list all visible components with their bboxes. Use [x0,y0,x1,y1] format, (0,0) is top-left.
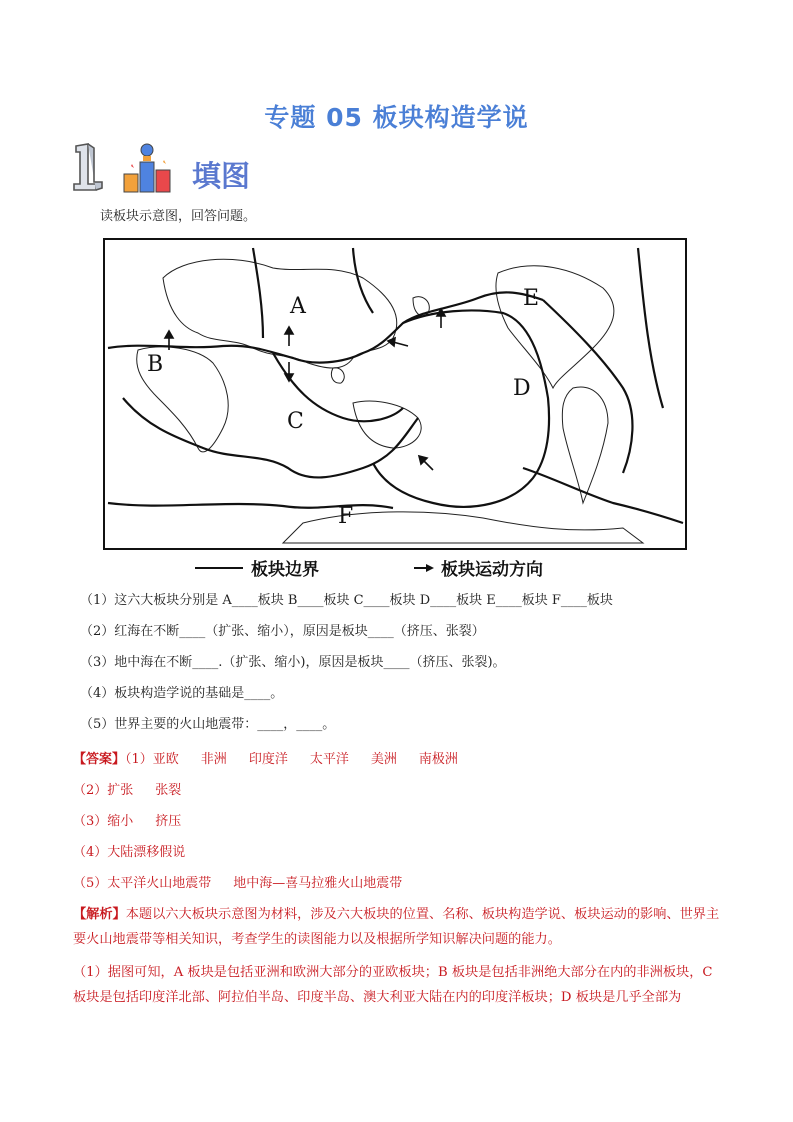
question-2: （2）红海在不断____（扩张、缩小），原因是板块____（挤压、张裂） [80,624,485,639]
legend-direction [413,555,543,580]
answer-line-5: （5）太平洋火山地震带 地中海—喜马拉雅火山地震带 [73,876,403,891]
legend-boundary-label: 板块边界 [251,560,319,580]
question-3: （3）地中海在不断____.（扩张、缩小)，原因是板块____（挤压、张裂)。 [80,655,506,670]
legend-boundary [195,555,319,580]
plate-label-e: E [523,286,540,311]
question-5: （5）世界主要的火山地震带：____，____。 [80,717,336,732]
numeral-one-icon [70,140,114,192]
plate-label-d: D [513,376,531,401]
boundary-line-icon [195,567,243,569]
analysis-paragraph-1: 【解析】本题以六大板块示意图为材料，涉及六大板块的位置、名称、板块构造学说、板块运动的影响、世界主要火山地震带等相关知识，考查学生的读图能力以及根据所学知识解决问题的能力。 [73,907,720,947]
answer-line-1: 【答案】（1）亚欧 非洲 印度洋 太平洋 美洲 南极洲 [73,752,458,767]
analysis-paragraph-2: （1）据图可知，A 板块是包括亚洲和欧洲大部分的亚欧板块；B 板块是包括非洲绝大部分在内的非洲板块，C 板块是包括印度洋北部、阿拉伯半岛、印度半岛、澳大利亚大陆在内的印度洋板块；D 板块是几乎全部为 [73,965,713,1005]
section-heading [70,140,470,196]
plate-label-f: F [338,504,354,529]
plate-label-a: A [290,294,306,319]
podium-icon [122,142,186,194]
map-legend [195,555,615,581]
analysis-tag: 【解析】 [73,907,126,922]
section-label: 填图 [192,159,251,193]
question-4: （4）板块构造学说的基础是____。 [80,686,284,701]
plate-label-b: B [147,352,164,377]
answer-line-2: （2）扩张 张裂 [73,783,182,798]
plate-map [103,238,687,550]
answer-line-3: （3）缩小 挤压 [73,814,182,829]
intro-text: 读板块示意图，回答问题。 [100,209,257,224]
plate-map-svg [103,238,687,550]
answer-line-4: （4）大陆漂移假说 [73,845,186,860]
question-1: （1）这六大板块分别是 A____板块 B____板块 C____板块 D____板块 E____板块 F____板块 [80,593,613,608]
answer-tag: 【答案】 [73,752,126,767]
legend-direction-label: 板块运动方向 [441,560,543,580]
page-title: 专题 05 板块构造学说 [264,103,529,132]
arrow-right-icon [413,562,435,574]
plate-label-c: C [287,409,304,434]
